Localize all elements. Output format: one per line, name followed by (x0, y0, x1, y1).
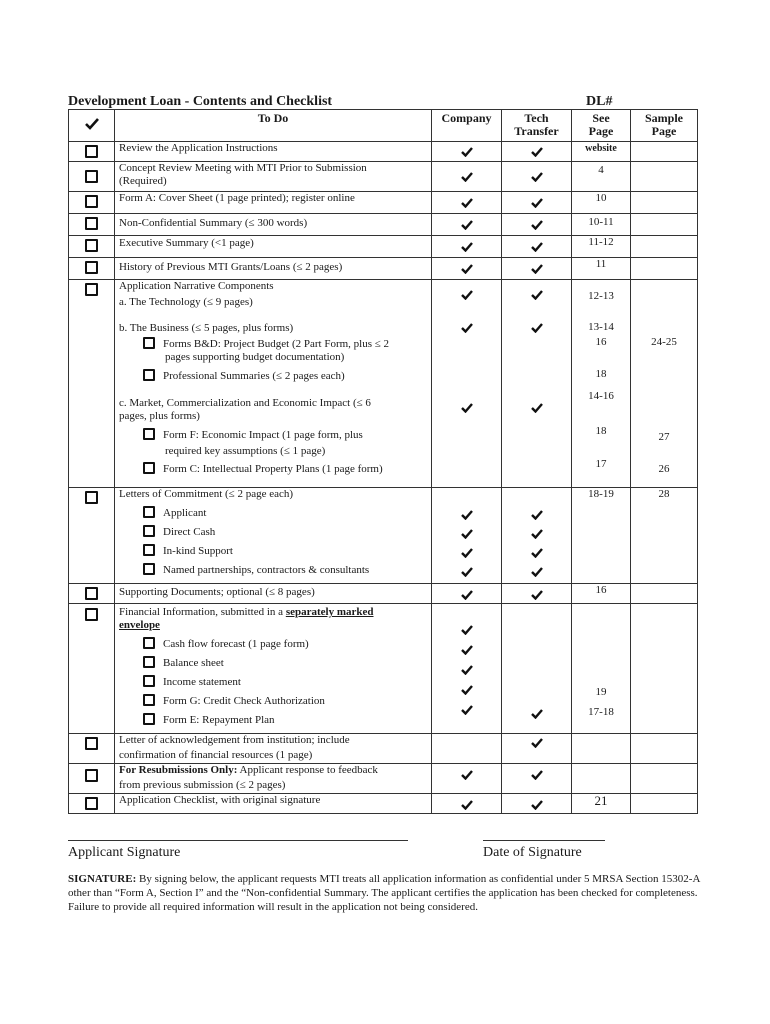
checkbox[interactable] (85, 261, 98, 274)
signature-statement: SIGNATURE: By signing below, the applicant requests MTI treats all application information as confidential under 5 MRSA Section 15302-A other than “Form A, Section I” and the “Non-confidential Summary. The applicant certifies the application has been checked for completeness. Failure to provide all required information will result in the application not being considered. (68, 873, 700, 913)
check-icon (461, 198, 473, 208)
sub-item: Professional Summaries (≤ 2 pages each) (119, 370, 427, 383)
checkbox[interactable] (143, 369, 155, 381)
check-icon (531, 770, 543, 780)
check-icon (461, 567, 473, 577)
check-icon (461, 220, 473, 230)
check-icon (461, 264, 473, 274)
table-row: Application Narrative Components a. The Technology (≤ 9 pages) b. The Business (≤ 5 pages, plus forms) Forms B&D: Project Budget (2 Part Form, plus ≤ 2 pages supporting budget documentation) Professional Summaries (≤ 2 pages each) c. Market, Commercialization and Economic Impact (≤ 6 pages, plus forms) Form F: Economic Impact (1 page form, plus required key assumptions (≤ 1 page) Form C: Intellectual Property Plans (1 page form) 12-13 13-14 16 18 14-16 18 17 24-25 27 26 (69, 280, 698, 488)
see-page-value: 19 (595, 686, 607, 698)
check-icon (531, 510, 543, 520)
sample-page-value: 28 (658, 488, 670, 500)
sub-item: Form C: Intellectual Property Plans (1 page form) (119, 463, 427, 476)
see-page-value: 4 (598, 164, 604, 176)
check-column-header (69, 110, 115, 142)
check-icon (531, 548, 543, 558)
check-icon (461, 242, 473, 252)
checkbox[interactable] (85, 797, 98, 810)
checkbox[interactable] (143, 506, 155, 518)
see-page-value: 11 (595, 258, 607, 270)
check-icon (461, 548, 473, 558)
see-page-value: 17 (595, 458, 607, 470)
see-page-value: 18 (595, 425, 607, 437)
check-icon (531, 220, 543, 230)
check-icon (531, 709, 543, 719)
checkbox[interactable] (143, 337, 155, 349)
sub-item: In-kind Support (119, 545, 427, 558)
see-page-value: 21 (594, 793, 608, 808)
checkbox[interactable] (85, 608, 98, 621)
checkbox[interactable] (143, 462, 155, 474)
sub-item: Direct Cash (119, 526, 427, 539)
table-row: Form A: Cover Sheet (1 page printed); register online 10 (69, 192, 698, 214)
check-icon (461, 685, 473, 695)
table-row: Concept Review Meeting with MTI Prior to Submission (Required) 4 (69, 162, 698, 192)
checkbox[interactable] (85, 239, 98, 252)
check-icon (461, 705, 473, 715)
see-page-value: 10-11 (588, 216, 614, 228)
see-page-value: 13-14 (588, 321, 614, 333)
check-icon (461, 625, 473, 635)
date-signature-line[interactable] (483, 840, 605, 841)
sub-item: Applicant (119, 507, 427, 520)
sample-page-value: 27 (658, 431, 670, 443)
check-icon (531, 567, 543, 577)
see-page-value: 16 (595, 584, 607, 596)
dl-number-label: DL# (586, 94, 613, 109)
check-icon (461, 770, 473, 780)
sub-item: Named partnerships, contractors & consultants (119, 564, 427, 577)
table-row: Application Checklist, with original signature 21 (69, 794, 698, 814)
check-icon (531, 290, 543, 300)
check-icon (85, 118, 99, 130)
check-icon (461, 800, 473, 810)
checkbox[interactable] (85, 491, 98, 504)
checkbox[interactable] (143, 637, 155, 649)
check-icon (461, 529, 473, 539)
check-icon (461, 147, 473, 157)
sample-page-column-header: Sample Page (631, 110, 698, 142)
table-row: Financial Information, submitted in a separately marked envelope Cash flow forecast (1 page form) Balance sheet Income statement Form G: Credit Check Authorization Form E: Repayment Plan 19 17-18 (69, 604, 698, 734)
check-icon (531, 403, 543, 413)
page-title: Development Loan - Contents and Checklist (68, 94, 333, 109)
check-icon (531, 529, 543, 539)
see-page-value: 12-13 (588, 290, 614, 302)
table-row: For Resubmissions Only: Applicant response to feedback from previous submission (≤ 2 pages) (69, 764, 698, 794)
check-icon (531, 738, 543, 748)
check-icon (531, 264, 543, 274)
see-page-value: 18-19 (588, 488, 614, 500)
check-icon (461, 290, 473, 300)
checkbox[interactable] (85, 170, 98, 183)
check-icon (461, 323, 473, 333)
checkbox[interactable] (143, 563, 155, 575)
check-icon (531, 198, 543, 208)
check-icon (461, 403, 473, 413)
check-icon (531, 800, 543, 810)
sub-item: Cash flow forecast (1 page form) (119, 638, 427, 651)
check-icon (461, 510, 473, 520)
check-icon (461, 590, 473, 600)
checklist-table (68, 109, 698, 814)
checkbox[interactable] (85, 217, 98, 230)
check-icon (531, 242, 543, 252)
check-icon (531, 323, 543, 333)
date-signature-label: Date of Signature (483, 845, 582, 860)
checkbox[interactable] (85, 145, 98, 158)
checkbox[interactable] (143, 656, 155, 668)
table-row: History of Previous MTI Grants/Loans (≤ 2 pages) 11 (69, 258, 698, 280)
applicant-signature-label: Applicant Signature (68, 845, 181, 860)
check-icon (531, 172, 543, 182)
checkbox[interactable] (85, 769, 98, 782)
sub-item: Form F: Economic Impact (1 page form, plus (119, 429, 427, 442)
table-row: Review the Application Instructions website (69, 142, 698, 162)
checkbox[interactable] (143, 675, 155, 687)
checkbox[interactable] (143, 694, 155, 706)
header-row (69, 110, 698, 142)
check-icon (461, 665, 473, 675)
sub-item: Balance sheet (119, 657, 427, 670)
checkbox[interactable] (85, 283, 98, 296)
checkbox[interactable] (143, 713, 155, 725)
see-page-value: 11-12 (588, 236, 614, 248)
checkbox[interactable] (143, 544, 155, 556)
see-page-value: website (585, 143, 617, 154)
see-page-value: 16 (595, 336, 607, 348)
check-icon (531, 590, 543, 600)
see-page-value: 10 (595, 192, 607, 204)
checkbox[interactable] (143, 525, 155, 537)
sample-page-value: 24-25 (651, 336, 677, 348)
table-row: Letter of acknowledgement from institution; include confirmation of financial resources (1 page) (69, 734, 698, 764)
tech-transfer-column-header: Tech Transfer (502, 110, 572, 142)
see-page-column-header: See Page (572, 110, 631, 142)
table-row: Non-Confidential Summary (≤ 300 words) 10-11 (69, 214, 698, 236)
check-icon (461, 172, 473, 182)
sub-item: Forms B&D: Project Budget (2 Part Form, plus ≤ 2 (119, 338, 427, 351)
see-page-value: 14-16 (588, 390, 614, 402)
table-row: Executive Summary (<1 page) 11-12 (69, 236, 698, 258)
sub-item: Income statement (119, 676, 427, 689)
checkbox[interactable] (143, 428, 155, 440)
check-icon (531, 147, 543, 157)
checkbox[interactable] (85, 587, 98, 600)
see-page-value: 17-18 (588, 706, 614, 718)
table-row: Letters of Commitment (≤ 2 page each) Applicant Direct Cash In-kind Support Named partnerships, contractors & consultants 18-19 28 (69, 488, 698, 584)
sample-page-value: 26 (658, 463, 670, 475)
todo-column-header: To Do (115, 110, 432, 142)
see-page-value: 18 (595, 368, 607, 380)
sub-item: Form E: Repayment Plan (119, 714, 427, 727)
table-row: Supporting Documents; optional (≤ 8 pages) 16 (69, 584, 698, 604)
sub-item: Form G: Credit Check Authorization (119, 695, 427, 708)
checkbox[interactable] (85, 195, 98, 208)
applicant-signature-line[interactable] (68, 840, 408, 841)
check-icon (461, 645, 473, 655)
company-column-header: Company (432, 110, 502, 142)
checkbox[interactable] (85, 737, 98, 750)
